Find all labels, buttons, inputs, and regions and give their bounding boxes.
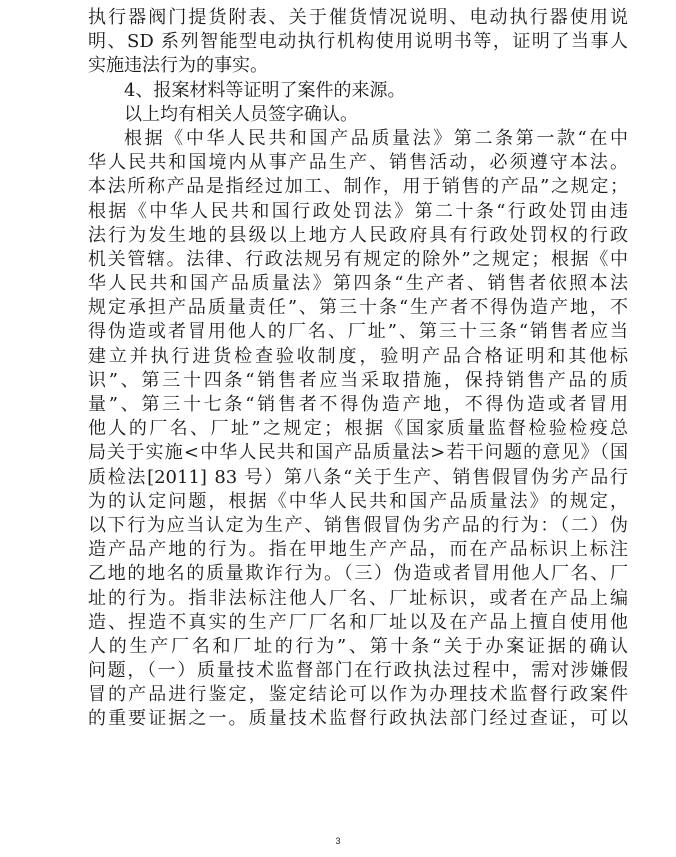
text-line: 造、捏造不真实的生产厂厂名和厂址以及在产品上擅自使用他 bbox=[88, 611, 628, 633]
text-line: 识”、第三十四条“销售者应当采取措施，保持销售产品的质 bbox=[88, 369, 628, 391]
text-line: 人的生产厂名和厂址的行为”、第十条“关于办案证据的确认 bbox=[88, 635, 628, 657]
text-line: 法行为发生地的县级以上地方人民政府具有行政处罚权的行政 bbox=[88, 224, 628, 246]
text-line: 局关于实施<中华人民共和国产品质量法>若干问题的意见》（国 bbox=[88, 442, 628, 464]
text-line: 4、报案材料等证明了案件的来源。 bbox=[124, 79, 406, 101]
text-line: 为的认定问题，根据《中华人民共和国产品质量法》的规定， bbox=[88, 490, 628, 512]
text-line: 华人民共和国境内从事产品生产、销售活动，必须遵守本法。 bbox=[88, 152, 628, 174]
text-line: 规定承担产品质量责任”、第三十条“生产者不得伪造产地，不 bbox=[88, 297, 628, 319]
text-line: 建立并执行进货检查验收制度，验明产品合格证明和其他标 bbox=[88, 345, 628, 367]
text-line: 他人的厂名、厂址”之规定；根据《国家质量监督检验检疫总 bbox=[88, 418, 628, 440]
page-number: 3 bbox=[335, 836, 341, 846]
text-line: 造产品产地的行为。指在甲地生产产品，而在产品标识上标注 bbox=[88, 539, 628, 561]
text-line: 华人民共和国产品质量法》第四条“生产者、销售者依照本法 bbox=[88, 273, 628, 295]
text-line: 冒的产品进行鉴定，鉴定结论可以作为办理技术监督行政案件 bbox=[88, 684, 628, 706]
text-line: 址的行为。指非法标注他人厂名、厂址标识，或者在产品上编 bbox=[88, 587, 628, 609]
text-line: 执行器阀门提货附表、关于催货情况说明、电动执行器使用说 bbox=[88, 7, 628, 28]
text-line: 问题，（一）质量技术监督部门在行政执法过程中，需对涉嫌假 bbox=[88, 660, 628, 682]
text-line: 量”、第三十七条“销售者不得伪造产地，不得伪造或者冒用 bbox=[88, 394, 628, 415]
text-line: 明、SD 系列智能型电动执行机构使用说明书等，证明了当事人 bbox=[88, 31, 628, 53]
text-line: 机关管辖。法律、行政法规另有规定的除外”之规定；根据《中 bbox=[88, 248, 628, 270]
text-line: 以下行为应当认定为生产、销售假冒伪劣产品的行为：（二）伪 bbox=[88, 514, 628, 536]
text-line: 根据《中华人民共和国产品质量法》第二条第一款“在中 bbox=[124, 127, 628, 149]
text-line: 根据《中华人民共和国行政处罚法》第二十条“行政处罚由违 bbox=[88, 200, 628, 222]
text-line: 实施违法行为的事实。 bbox=[88, 55, 268, 77]
text-line: 的重要证据之一。质量技术监督行政执法部门经过查证，可以 bbox=[88, 708, 628, 730]
text-line: 以上均有相关人员签字确认。 bbox=[124, 103, 358, 125]
text-line: 质检法[2011] 83 号）第八条“关于生产、销售假冒伪劣产品行 bbox=[88, 466, 628, 488]
text-line: 得伪造或者冒用他人的厂名、厂址”、第三十三条“销售者应当 bbox=[88, 321, 628, 343]
text-line: 乙地的地名的质量欺诈行为。（三）伪造或者冒用他人厂名、厂 bbox=[88, 563, 628, 585]
body-text bbox=[88, 6, 628, 732]
text-line: 本法所称产品是指经过加工、制作，用于销售的产品”之规定； bbox=[88, 176, 628, 198]
